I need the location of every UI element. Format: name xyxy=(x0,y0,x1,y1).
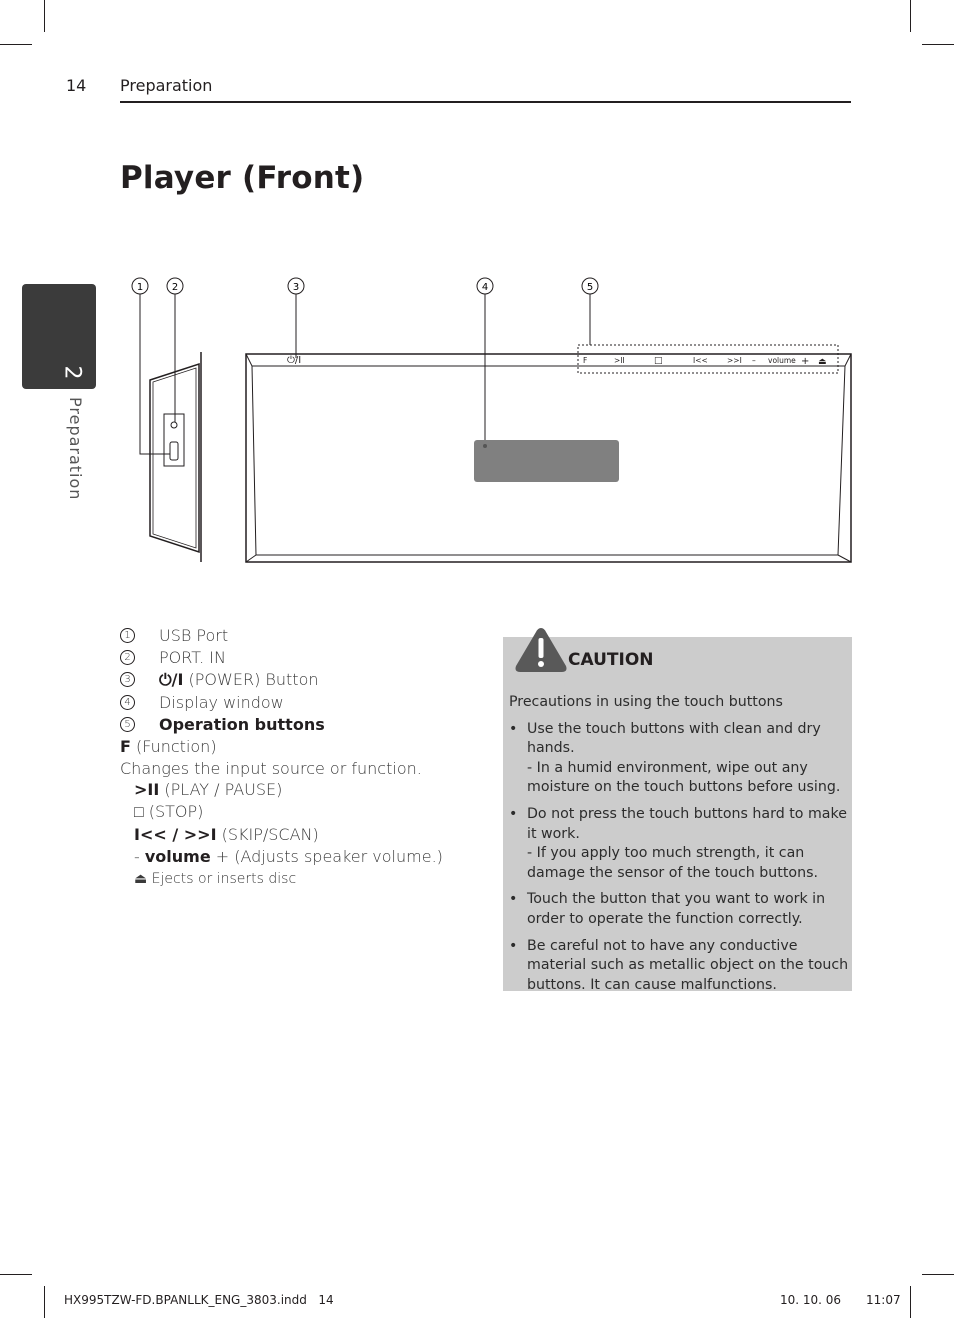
panel-next-label: >>I xyxy=(727,356,742,365)
footer-time: 11:07 xyxy=(866,1293,901,1307)
callout-leaders xyxy=(140,294,590,454)
panel-minus-label: – xyxy=(752,356,756,365)
player-front-diagram xyxy=(0,0,954,620)
callout-3 xyxy=(288,278,304,294)
bullet-text: • Use the touch buttons with clean and dry hands. xyxy=(527,720,821,757)
chapter-label: Preparation xyxy=(66,397,85,501)
crop-mark xyxy=(910,1286,911,1318)
section-name: Preparation xyxy=(120,76,213,95)
bullet-text: • Do not press the touch buttons hard to make it work. xyxy=(527,805,847,842)
crop-mark xyxy=(922,1274,954,1275)
volume-desc: + (Adjusts speaker volume.) xyxy=(210,846,443,866)
callout-1 xyxy=(132,278,148,294)
eject-line xyxy=(120,868,490,890)
panel-power-label: ⏻/I xyxy=(287,355,302,366)
eject-desc: Ejects or inserts disc xyxy=(147,871,297,888)
bullet-text: • Be careful not to have any conductive material such as metallic object on the touch buttons. It can cause malfunctions. xyxy=(527,937,849,993)
item-label: USB Port xyxy=(159,625,229,645)
svg-text:4: 4 xyxy=(481,282,489,293)
list-item xyxy=(509,937,849,996)
page-title: Player (Front) xyxy=(120,160,365,196)
warning-icon xyxy=(514,626,568,674)
display-window xyxy=(474,440,619,482)
panel-f-label: F xyxy=(583,356,588,365)
eject-icon: ⏏ xyxy=(134,871,148,888)
svg-text:3: 3 xyxy=(292,282,300,293)
panel-plus-label: + xyxy=(801,356,810,367)
item-number: 2 xyxy=(120,650,135,665)
callout-5 xyxy=(582,278,598,294)
crop-mark xyxy=(0,1274,32,1275)
item-label: Display window xyxy=(159,692,284,712)
chapter-number: 2 xyxy=(59,365,85,380)
footer-file: HX995TZW-FD.BPANLLK_ENG_3803.indd 14 xyxy=(64,1293,334,1307)
function-line xyxy=(120,736,490,758)
item-label: (POWER) Button xyxy=(183,670,319,690)
item-label: PORT. IN xyxy=(159,648,226,668)
page-number: 14 xyxy=(66,76,87,95)
panel-play-label: >II xyxy=(614,356,625,365)
item-number: 4 xyxy=(120,695,135,710)
f-key: F xyxy=(120,736,131,756)
list-item xyxy=(120,669,490,691)
caution-body xyxy=(509,693,849,995)
list-item xyxy=(120,624,490,646)
callout-4 xyxy=(477,278,493,294)
play-desc: (PLAY / PAUSE) xyxy=(159,779,283,799)
stop-desc: (STOP) xyxy=(143,802,204,822)
svg-text:2: 2 xyxy=(171,282,179,293)
volume-prefix: - xyxy=(134,846,145,866)
item-number: 3 xyxy=(120,672,135,687)
stop-symbol: □ xyxy=(134,802,144,822)
bullet-text: • Touch the button that you want to work in order to operate the function correctly. xyxy=(527,891,826,927)
crop-mark xyxy=(44,1286,45,1318)
parts-list xyxy=(120,624,490,891)
volume-line xyxy=(120,846,490,868)
caution-title: CAUTION xyxy=(568,650,654,670)
function-desc: Changes the input source or function. xyxy=(120,759,422,779)
play-symbol: >II xyxy=(134,779,160,799)
list-item xyxy=(509,890,849,929)
stop-line xyxy=(120,801,490,823)
list-item xyxy=(120,646,490,668)
item-label: Operation buttons xyxy=(159,715,325,735)
panel-volume-label: volume xyxy=(768,356,796,365)
list-item xyxy=(509,805,849,883)
svg-text:5: 5 xyxy=(586,282,594,293)
list-item xyxy=(120,691,490,713)
skip-line xyxy=(120,824,490,846)
item-number: 1 xyxy=(120,628,135,643)
callout-2 xyxy=(167,278,183,294)
display-dot xyxy=(483,444,487,448)
item-number: 5 xyxy=(120,717,135,732)
skip-desc: (SKIP/SCAN) xyxy=(216,824,319,844)
play-line xyxy=(120,779,490,801)
panel-prev-label: I<< xyxy=(693,356,708,365)
caution-intro: Precautions in using the touch buttons xyxy=(509,694,783,710)
list-item xyxy=(509,720,849,798)
list-item xyxy=(120,714,490,736)
bullet-subtext: - If you apply too much strength, it can damage the sensor of the touch buttons. xyxy=(527,845,818,881)
f-desc: (Function) xyxy=(130,736,217,756)
footer-date: 10. 10. 06 xyxy=(780,1293,842,1307)
panel-stop-label: □ xyxy=(654,356,663,366)
svg-text:1: 1 xyxy=(136,282,144,293)
skip-symbol: I<< / >>I xyxy=(134,824,217,844)
bullet-subtext: - In a humid environment, wipe out any moisture on the touch buttons before using. xyxy=(527,759,841,796)
panel-eject-label: ⏏ xyxy=(818,357,827,367)
power-symbol: ⏻/I xyxy=(159,669,184,689)
volume-key: volume xyxy=(144,846,211,866)
